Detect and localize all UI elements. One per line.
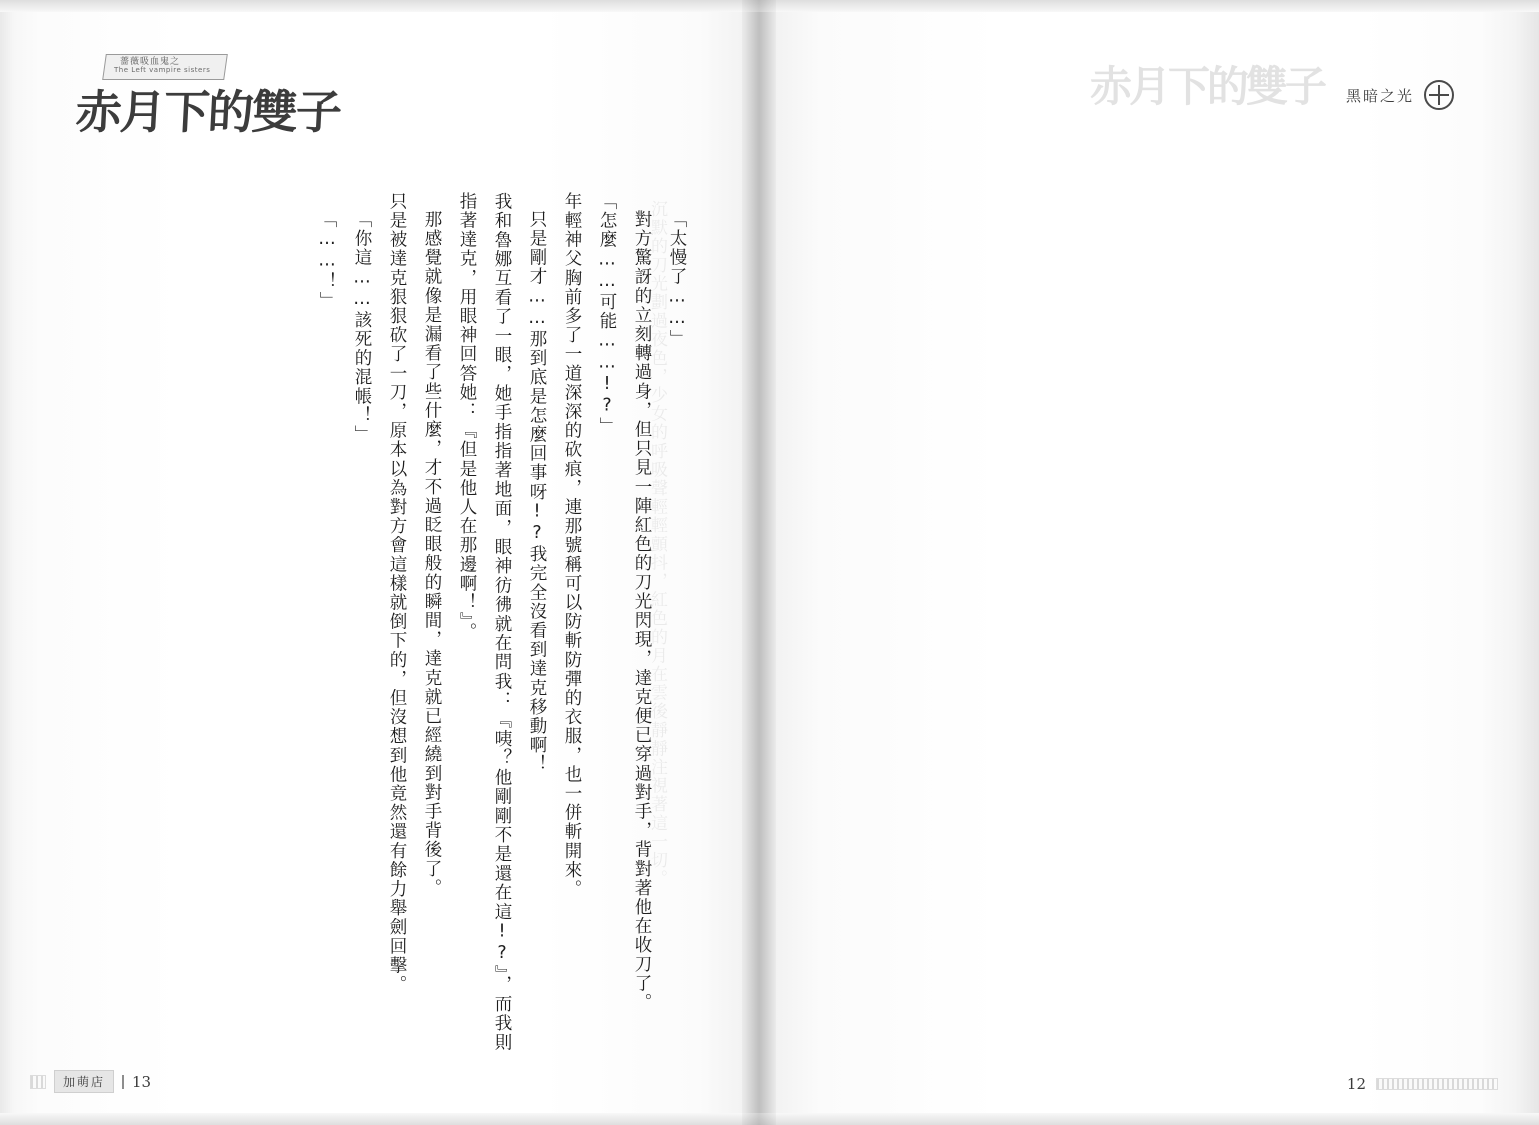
book-title: 赤月下的雙子 xyxy=(74,85,342,139)
footer-rule-right xyxy=(1376,1078,1498,1090)
paragraph: 那感覺就像是漏看了些什麼，才不過眨眼般的瞬間，達克就已經繞到對手背後了。 xyxy=(422,209,442,898)
footer-rule-left xyxy=(30,1075,46,1089)
chapter-title: 黑暗之光 xyxy=(1345,86,1414,105)
left-page-show-through: 沉默的刀光劃過夜色，少女的呼吸聲輕輕顫抖，紅色的月在雲後靜靜注視著這一切。 xyxy=(647,200,667,889)
paragraph: 「太慢了……」 xyxy=(667,209,687,349)
store-stamp: 加萌店 xyxy=(54,1070,114,1093)
series-subtitle-en: The Left vampire sisters xyxy=(114,66,211,74)
paragraph: 只是剛才……那到底是怎麼回事呀!?我完全沒看到達克移動啊！ xyxy=(527,209,547,774)
left-page-sheet xyxy=(14,10,744,1115)
paragraph: 「怎麼……可能……!?」 xyxy=(597,192,617,437)
paragraph: 對方驚訝的立刻轉過身，但只見一陣紅色的刀光閃現，達克便已穿過對手，背對著他在收刀了。 xyxy=(632,209,652,1012)
page-number-left: 13 xyxy=(132,1072,152,1091)
right-page-footer xyxy=(1347,1075,1498,1093)
ghost-title-watermark: 赤月下的雙子 xyxy=(1089,62,1324,111)
page-number-right: 12 xyxy=(1346,1075,1366,1093)
paragraph: 年輕神父胸前多了一道深深的砍痕，連那號稱可以防斬防彈的衣服，也一併斬開來。 xyxy=(562,192,582,899)
paragraph: 「……！」 xyxy=(317,209,337,310)
footer-divider xyxy=(122,1075,124,1089)
paragraph: 只是被達克狠狠砍了一刀，原本以為對方會這樣就倒下的，但沒想到他竟然還有餘力舉劍回擊。 xyxy=(387,192,407,995)
right-page-sheet xyxy=(776,10,1516,1115)
paragraph: 我和魯娜互看了一眼，她手指指著地面，眼神彷彿就在問我：『咦？他剛剛不是還在這!?』，而我則指著達克，用眼神回答她：『但是他人在那邊啊！』。 xyxy=(457,192,512,1052)
seal-icon xyxy=(1424,80,1454,110)
left-page-body-text xyxy=(94,192,694,1052)
series-subtitle-cn: 薔薇吸血鬼之 xyxy=(120,57,181,67)
paragraph: 「你這……該死的混帳！」 xyxy=(352,209,372,444)
book-gutter-shadow xyxy=(742,0,776,1125)
book-logo xyxy=(74,52,342,152)
right-page-header xyxy=(1089,62,1454,111)
left-page-footer xyxy=(30,1070,151,1093)
